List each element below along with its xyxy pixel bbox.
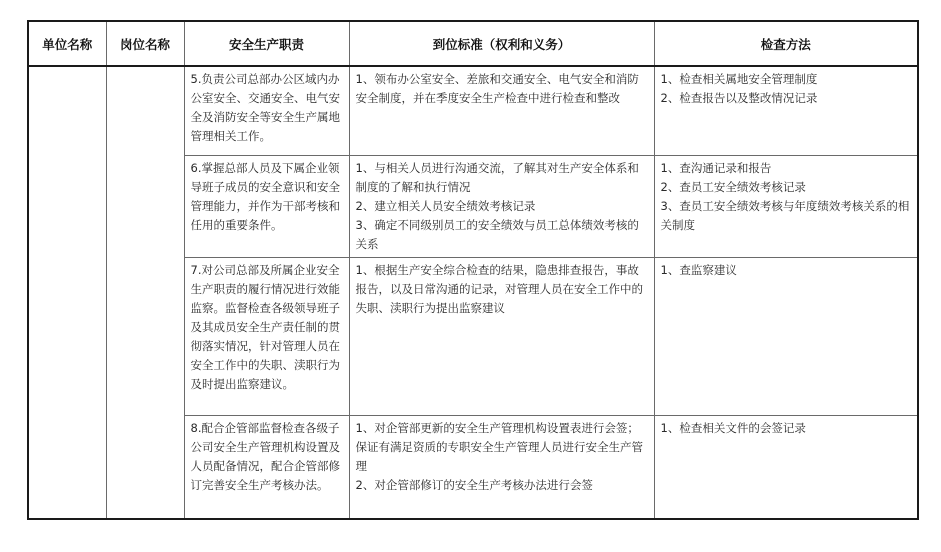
duty-text: 6.掌握总部人员及下属企业领导班子成员的安全意识和安全管理能力，并作为干部考核和任用的重要条件。 [190,160,340,232]
standard-item: 3、确定不同级别员工的安全绩效与员工总体绩效考核的关系 [355,217,639,251]
duty-text: 5.负责公司总部办公区域内办公室安全、交通安全、电气安全及消防安全等安全生产属地管理相关工作。 [190,72,340,143]
method-cell [654,257,918,415]
standard-item: 2、建立相关人员安全绩效考核记录 [355,198,536,213]
method-item: 1、检查相关文件的会签记录 [660,420,806,435]
duty-text: 8.配合企管部监督检查各级子公司安全生产管理机构设置及人员配备情况，配合企管部修订完善安全生产考核办法。 [190,420,340,492]
header-check-method: 检查方法 [654,21,918,66]
standard-item: 1、领布办公室安全、差旅和交通安全、电气安全和消防安全制度，并在季度安全生产检查中进行检查和整改 [355,72,639,105]
method-item: 1、查监察建议 [660,262,737,277]
standard-cell [349,66,654,155]
table-row [28,66,918,155]
table-header-row [28,21,918,66]
standard-item: 1、与相关人员进行沟通交流，了解其对生产安全体系和制度的了解和执行情况 [355,160,639,194]
duty-cell [184,155,349,257]
standard-item: 1、对企管部更新的安全生产管理机构设置表进行会签；保证有满足资质的专职安全生产管理人员进行安全生产管理 [355,420,643,473]
duty-cell [184,257,349,415]
standard-cell [349,415,654,519]
standard-cell [349,257,654,415]
header-safety-duty: 安全生产职责 [184,21,349,66]
responsibility-table [27,20,919,520]
method-item: 2、查员工安全绩效考核记录 [660,179,806,194]
standard-cell [349,155,654,257]
standard-item: 2、对企管部修订的安全生产考核办法进行会签 [355,477,593,492]
method-cell [654,415,918,519]
post-name-cell [106,66,184,519]
method-item: 2、检查报告以及整改情况记录 [660,91,818,105]
standard-item: 1、根据生产安全综合检查的结果，隐患排查报告，事故报告，以及日常沟通的记录，对管理人员在安全工作中的失职、渎职行为提出监察建议 [355,262,643,315]
method-item: 1、查沟通记录和报告 [660,160,772,175]
method-item: 1、检查相关属地安全管理制度 [660,72,818,86]
method-cell [654,66,918,155]
header-unit-name: 单位名称 [28,21,106,66]
duty-text: 7.对公司总部及所属企业安全生产职责的履行情况进行效能监察。监督检查各级领导班子及其成员安全生产责任制的贯彻落实情况，针对管理人员在安全工作中的失职、渎职行为及时提出监察建议。 [190,262,340,391]
unit-name-cell [28,66,106,519]
duty-cell [184,415,349,519]
method-item: 3、查员工安全绩效考核与年度绩效考核关系的相关制度 [660,198,910,232]
header-post-name: 岗位名称 [106,21,184,66]
method-cell [654,155,918,257]
duty-cell [184,66,349,155]
header-standard: 到位标准（权利和义务） [349,21,654,66]
